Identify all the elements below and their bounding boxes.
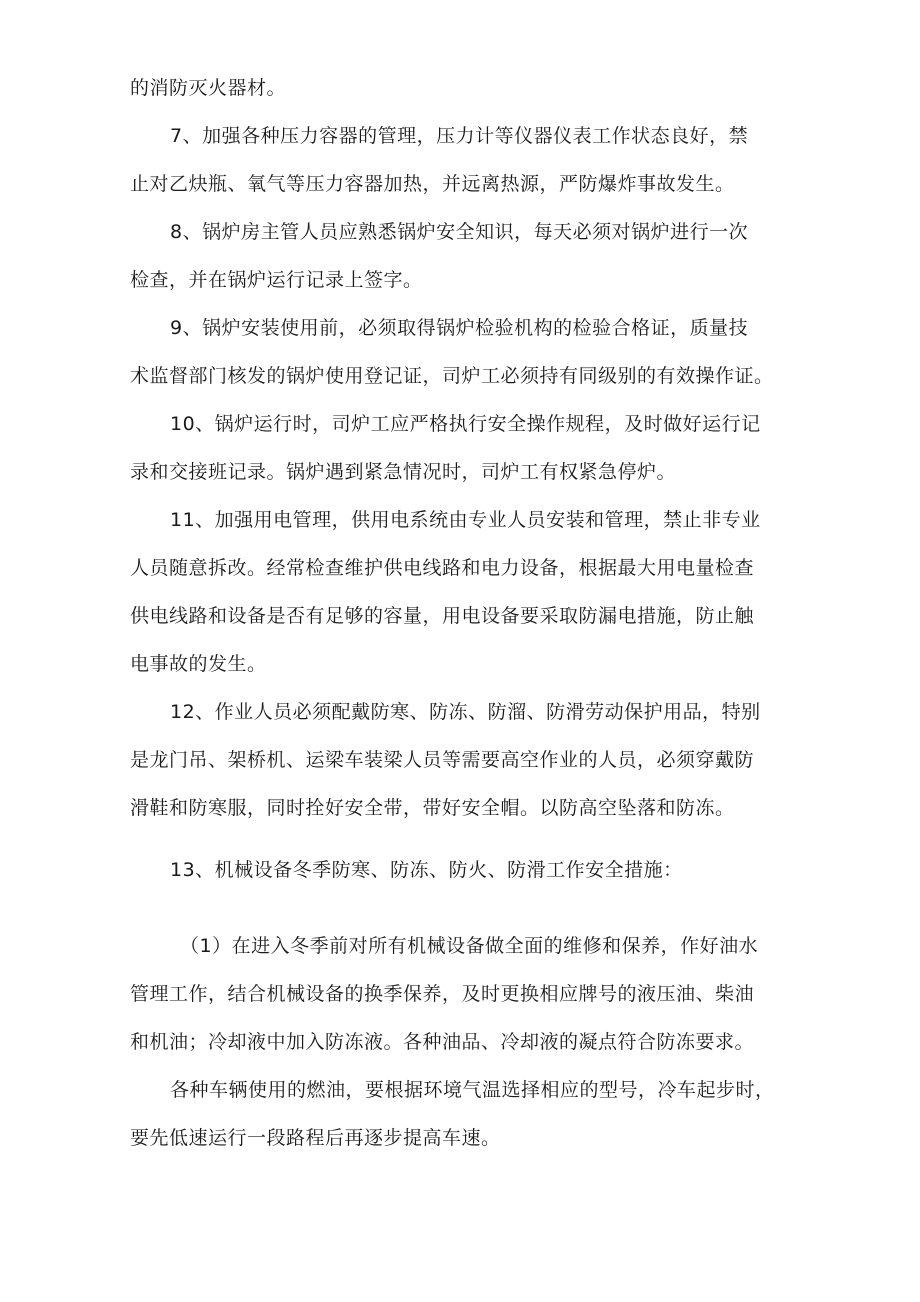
text-line: 供电线路和设备是否有足够的容量，用电设备要采取防漏电措施，防止触 bbox=[130, 605, 755, 627]
text-line: 管理工作，结合机械设备的换季保养，及时更换相应牌号的液压油、柴油 bbox=[130, 983, 755, 1005]
text-line: 7、加强各种压力容器的管理，压力计等仪器仪表工作状态良好，禁 bbox=[170, 125, 749, 147]
text-line: 10、锅炉运行时，司炉工应严格执行安全操作规程，及时做好运行记 bbox=[170, 413, 761, 435]
text-line: 各种车辆使用的燃油，要根据环境气温选择相应的型号，冷车起步时， bbox=[170, 1079, 775, 1101]
text-line: 人员随意拆改。经常检查维护供电线路和电力设备，根据最大用电量检查 bbox=[130, 557, 755, 579]
text-line: 13、机械设备冬季防寒、防冻、防火、防滑工作安全措施： bbox=[170, 859, 683, 881]
text-line: 9、锅炉安装使用前，必须取得锅炉检验机构的检验合格证，质量技 bbox=[170, 317, 749, 339]
text-line: 和机油；冷却液中加入防冻液。各种油品、冷却液的凝点符合防冻要求。 bbox=[130, 1031, 755, 1053]
text-line: 是龙门吊、架桥机、运梁车装梁人员等需要高空作业的人员，必须穿戴防 bbox=[130, 749, 755, 771]
text-line: 12、作业人员必须配戴防寒、防冻、防溜、防滑劳动保护用品，特别 bbox=[170, 701, 761, 723]
text-line: 检查，并在锅炉运行记录上签字。 bbox=[130, 269, 423, 291]
text-line: 11、加强用电管理，供用电系统由专业人员安装和管理，禁止非专业 bbox=[170, 509, 761, 531]
text-line: 8、锅炉房主管人员应熟悉锅炉安全知识，每天必须对锅炉进行一次 bbox=[170, 221, 749, 243]
text-line: 滑鞋和防寒服，同时拴好安全带，带好安全帽。以防高空坠落和防冻。 bbox=[130, 797, 735, 819]
text-line: 术监督部门核发的锅炉使用登记证，司炉工必须持有同级别的有效操作证。 bbox=[130, 365, 774, 387]
text-line: 的消防灭火器材。 bbox=[130, 77, 287, 99]
text-line: 录和交接班记录。锅炉遇到紧急情况时，司炉工有权紧急停炉。 bbox=[130, 461, 677, 483]
text-line: 电事故的发生。 bbox=[130, 653, 267, 675]
text-line: 止对乙炔瓶、氧气等压力容器加热，并远离热源，严防爆炸事故发生。 bbox=[130, 173, 735, 195]
text-line: 要先低速运行一段路程后再逐步提高车速。 bbox=[130, 1127, 501, 1149]
text-line: （1）在进入冬季前对所有机械设备做全面的维修和保养，作好油水 bbox=[180, 935, 759, 957]
